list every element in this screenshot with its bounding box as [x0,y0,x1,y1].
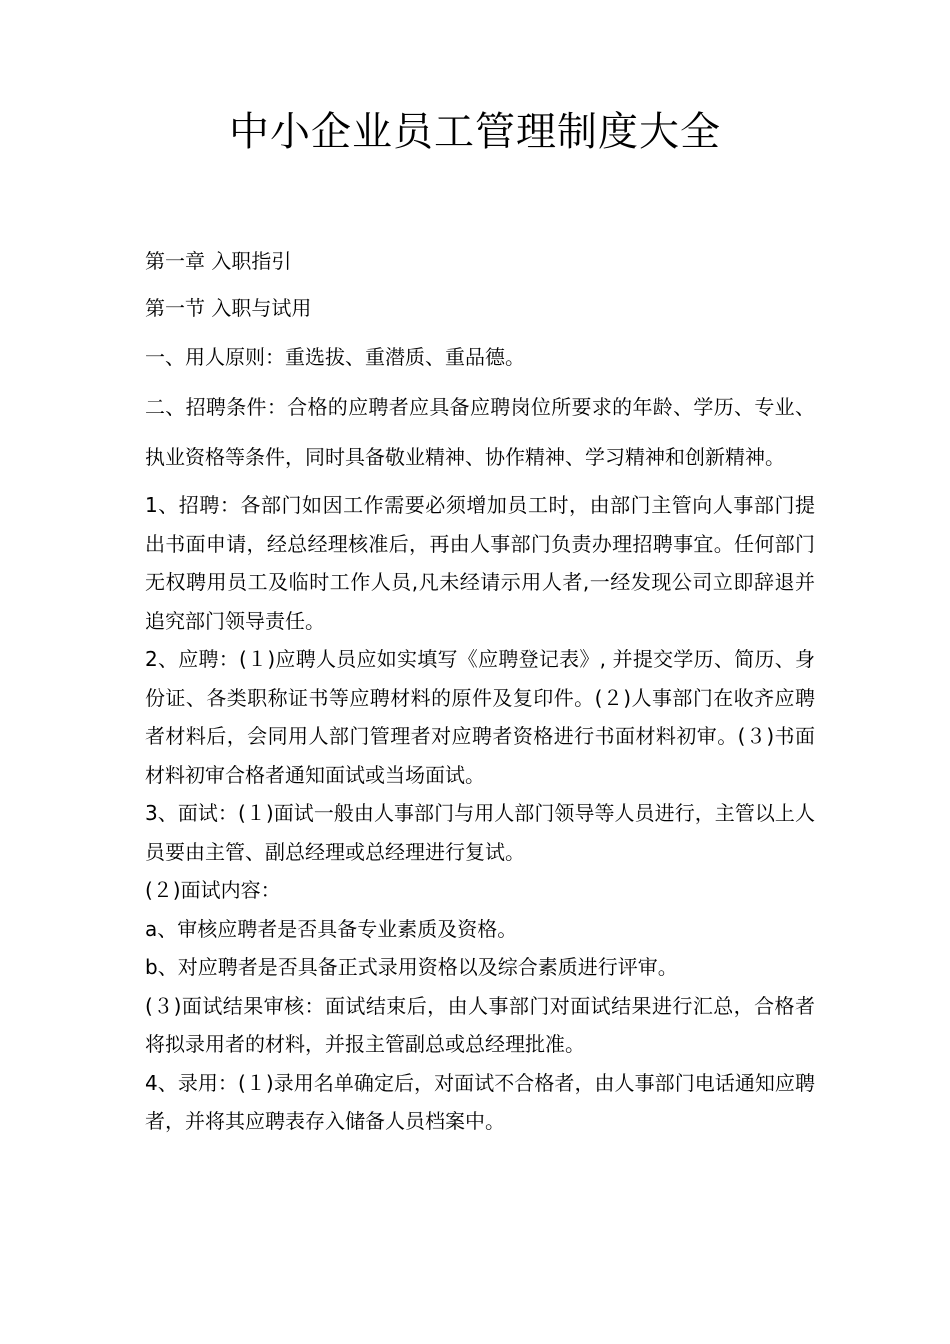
paragraph-interview-review: (３)面试结果审核：面试结束后，由人事部门对面试结果进行汇总，合格者将拟录用者的材料，并报主管副总或总经理批准。 [145,993,815,1056]
paragraph-recruitment: 1、招聘：各部门如因工作需要必须增加员工时，由部门主管向人事部门提出书面申请，经总经理核准后，再由人事部门负责办理招聘事宜。任何部门无权聘用员工及临时工作人员,凡未经请示用人者,一经发现公司立即辞退并追究部门领导责任。 [145,493,815,633]
document-title: 中小企业员工管理制度大全 [229,109,721,155]
paragraph-interview: 3、面试：(１)面试一般由人事部门与用人部门领导等人员进行，主管以上人员要由主管、副总经理或总经理进行复试。 [145,801,815,864]
paragraph-application: 2、应聘：(１)应聘人员应如实填写《应聘登记表》, 并提交学历、简历、身份证、各类职称证书等应聘材料的原件及复印件。(２)人事部门在收齐应聘者材料后，会同用人部门管理者对应聘者资格进行书面材料初审。(３)书面材料初审合格者通知面试或当场面试。 [145,647,815,787]
paragraph-hiring: 4、录用：(１)录用名单确定后，对面试不合格者，由人事部门电话通知应聘者，并将其应聘表存入储备人员档案中。 [145,1070,815,1133]
chapter-heading: 第一章 入职指引 [145,249,292,273]
section-heading: 第一节 入职与试用 [145,296,312,320]
paragraph-item-b: b、对应聘者是否具备正式录用资格以及综合素质进行评审。 [145,955,678,979]
paragraph-item-a: a、审核应聘者是否具备专业素质及资格。 [145,916,518,941]
document-body [145,243,815,1141]
paragraph-interview-content: (２)面试内容： [145,878,281,902]
paragraph-principle: 一、用人原则：重选拔、重潜质、重品德。 [145,345,525,369]
paragraph-conditions: 二、招聘条件：合格的应聘者应具备应聘岗位所要求的年龄、学历、专业、执业资格等条件，同时具备敬业精神、协作精神、学习精神和创新精神。 [145,395,815,469]
